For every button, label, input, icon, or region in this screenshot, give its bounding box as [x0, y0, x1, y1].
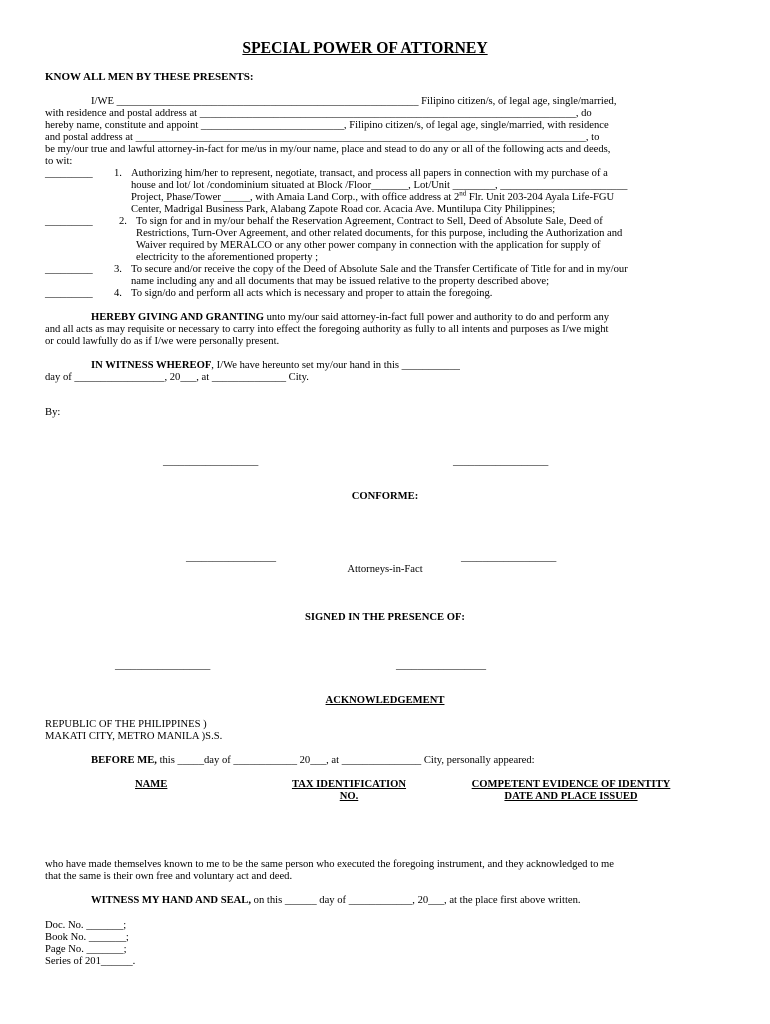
item-1-line-3: Project, Phase/Tower _____, with Amaia Land Corp., with office address at 2nd Flr. Unit 203-204 Ayala Life-FGU [131, 189, 615, 203]
header-evidence-2: DATE AND PLACE ISSUED [504, 791, 638, 802]
item-1-line-2: house and lot/ lot /condominium situated at Block /Floor_______, Lot/Unit ________, ________________________ [131, 180, 628, 191]
intro-line-2: with residence and postal address at _______________________________________________________________________, do [45, 108, 592, 119]
item-3-number: 3. [114, 264, 122, 275]
item-1-line-4: Center, Madrigal Business Park, Alabang Zapote Road cor. Acacia Ave. Muntilupa City Philippines; [131, 204, 556, 215]
doc-no: Doc. No. _______; [45, 920, 127, 931]
witness-line-2: day of _________________, 20___, at ______________ City. [45, 372, 309, 383]
item-2-line-4: electricity to the aforementioned property ; [136, 252, 319, 263]
item-2-line-3: Waiver required by MERALCO or any other power company in connection with the application for supply of [136, 240, 601, 251]
principal-signature-line-1: __________________ [163, 456, 259, 467]
principal-signature-line-2: __________________ [453, 456, 549, 467]
document-title: SPECIAL POWER OF ATTORNEY [242, 38, 488, 57]
hereby-line-3: or could lawfully do as if I/we were personally present. [45, 336, 280, 347]
know-all-heading: KNOW ALL MEN BY THESE PRESENTS: [45, 71, 254, 83]
witness-signature-line-2: _________________ [396, 660, 487, 671]
intro-line-3: hereby name, constitute and appoint ___________________________, Filipino citizen/s, of legal age, single/married, with residence [45, 120, 609, 131]
republic-line: REPUBLIC OF THE PHILIPPINES ) [45, 719, 207, 730]
item-1-number: 1. [114, 168, 122, 179]
item-4-number: 4. [114, 288, 122, 299]
series-of: Series of 201______. [45, 956, 136, 967]
known-line-1: who have made themselves known to me to be the same person who executed the foregoing instrument, and they acknowledged to me [45, 859, 614, 870]
item-3-line-2: name including any and all documents that may be issued relative to the property described above; [131, 276, 550, 287]
before-me-line: BEFORE ME, this _____day of ____________ 20___, at _______________ City, personally appeared: [91, 755, 535, 766]
header-tin-2: NO. [339, 791, 359, 802]
intro-line-5: be my/our true and lawful attorney-in-fact for me/us in my/our name, place and stead to do any or all of the following acts and deeds, [45, 144, 611, 155]
by-label: By: [45, 407, 61, 418]
header-tin-1: TAX IDENTIFICATION [291, 779, 407, 790]
makati-line: MAKATI CITY, METRO MANILA )S.S. [45, 731, 223, 742]
item-2-line-1: To sign for and in my/our behalf the Reservation Agreement, Contract to Sell, Deed of Absolute Sale, Deed of [136, 216, 603, 227]
attorneys-in-fact-label: Attorneys-in-Fact [347, 564, 423, 575]
intro-line-6: to wit: [45, 156, 73, 167]
item-1-blank: _________ [45, 168, 93, 179]
item-4-blank: _________ [45, 288, 93, 299]
witness-signature-line-1: __________________ [115, 660, 211, 671]
header-name: NAME [135, 779, 168, 790]
header-evidence-1: COMPETENT EVIDENCE OF IDENTITY [471, 779, 671, 790]
item-2-line-2: Restrictions, Turn-Over Agreement, and other related documents, for this purpose, including the Authorization and [136, 228, 623, 239]
intro-line-4: and postal address at _____________________________________________________________________________________, to [45, 132, 600, 143]
conforme-heading: CONFORME: [351, 491, 419, 502]
signed-presence-heading: SIGNED IN THE PRESENCE OF: [305, 612, 465, 623]
witness-hand-line: WITNESS MY HAND AND SEAL, on this ______ day of ____________, 20___, at the place first above written. [91, 895, 581, 906]
acknowledgement-heading: ACKNOWLEDGEMENT [325, 695, 445, 706]
item-1-line-1: Authorizing him/her to represent, negotiate, transact, and process all papers in connection with my purchase of a [131, 168, 608, 179]
item-3-line-1: To secure and/or receive the copy of the Deed of Absolute Sale and the Transfer Certificate of Title for and in my/our [131, 264, 628, 275]
hereby-line-2: and all acts as may requisite or necessary to carry into effect the foregoing authority as fully to all intents and purposes as I/we might [45, 324, 609, 335]
page-no: Page No. _______; [45, 944, 127, 955]
witness-line-1: IN WITNESS WHEREOF, I/We have hereunto set my/our hand in this ___________ [91, 360, 460, 371]
book-no: Book No. _______; [45, 932, 129, 943]
attorney-signature-line-2: __________________ [461, 552, 557, 563]
hereby-line-1: HEREBY GIVING AND GRANTING unto my/our said attorney-in-fact full power and authority to do and perform any [91, 312, 610, 323]
item-2-blank: _________ [45, 216, 93, 227]
intro-line-1: I/WE _________________________________________________________ Filipino citizen/s, of legal age, single/married, [91, 96, 617, 107]
attorney-signature-line-1: _________________ [186, 552, 277, 563]
item-3-blank: _________ [45, 264, 93, 275]
item-4-line-1: To sign/do and perform all acts which is necessary and proper to attain the foregoing. [131, 288, 493, 299]
item-2-number: 2. [119, 216, 127, 227]
known-line-2: that the same is their own free and voluntary act and deed. [45, 871, 293, 882]
